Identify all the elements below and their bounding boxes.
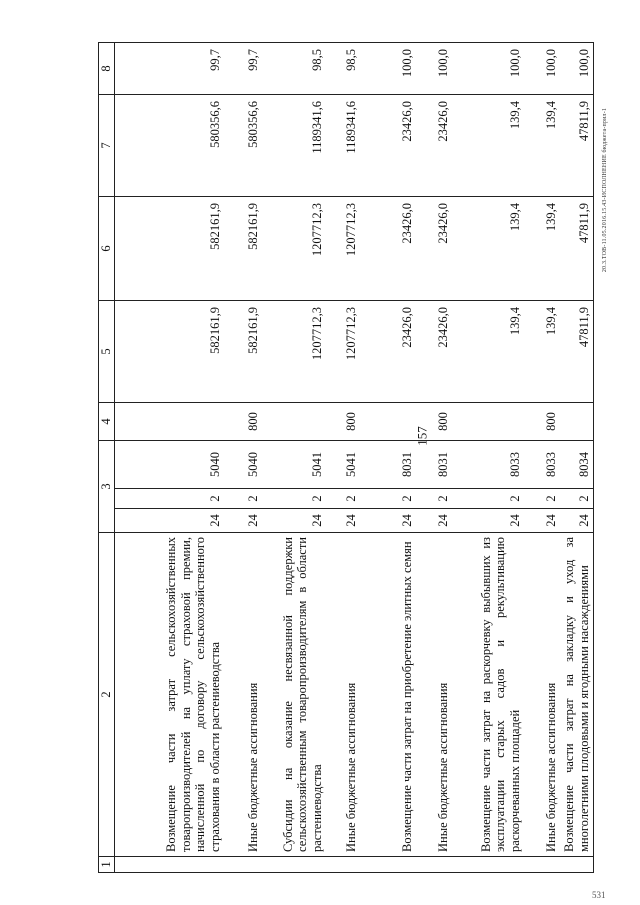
- executed-amount-cell: 1189341,6: [326, 95, 360, 197]
- expense-type-cell: 800: [524, 403, 560, 441]
- item-name-cell: Субсидии на оказание несвязанной поддержки сельскохозяйственным товаропроизводителям в области растениеводства: [262, 533, 326, 857]
- expense-type-cell: [452, 403, 524, 441]
- header-cell: 3: [99, 441, 115, 533]
- side-file-code: 20.3.ТОВ-11.05.2016.15.43-ИСПОЛНЕНИЕ бюджета-прил-1: [602, 107, 608, 273]
- ved-cell: 24: [114, 509, 224, 533]
- section-cell: 2: [262, 489, 326, 509]
- target-code-cell: 5041: [262, 441, 326, 489]
- item-name-cell: Возмещение части затрат на приобретение элитных семян: [360, 533, 416, 857]
- expense-type-cell: [262, 403, 326, 441]
- ved-cell: 24: [416, 509, 452, 533]
- spacer-cell: [416, 857, 452, 873]
- item-name-cell: Иные бюджетные ассигнования: [416, 533, 452, 857]
- target-code-cell: 8034: [560, 441, 594, 489]
- page-number: 157: [414, 426, 430, 446]
- approved-amount-cell: 139,4: [452, 197, 524, 301]
- spacer-cell: [560, 857, 594, 873]
- planned-amount-cell: 47811,9: [560, 301, 594, 403]
- executed-amount-cell: 139,4: [524, 95, 560, 197]
- percent-cell: 98,5: [262, 43, 326, 95]
- item-name-cell: Возмещение части затрат сельскохозяйственных товаропроизводителей на уплату страховой премии, начисленной по договору сельскохозяйственного страхования в области растениеводства: [114, 533, 224, 857]
- section-cell: 2: [524, 489, 560, 509]
- expense-type-cell: 800: [326, 403, 360, 441]
- item-name-cell: Иные бюджетные ассигнования: [524, 533, 560, 857]
- section-cell: 2: [114, 489, 224, 509]
- rotated-table-wrapper: [98, 43, 591, 873]
- expense-type-cell: 800: [416, 403, 452, 441]
- table-row: [452, 43, 524, 873]
- planned-amount-cell: 1207712,3: [326, 301, 360, 403]
- spacer-cell: [360, 857, 416, 873]
- table-row: [416, 43, 452, 873]
- planned-amount-cell: 139,4: [452, 301, 524, 403]
- header-cell: 1: [99, 857, 115, 873]
- approved-amount-cell: 139,4: [524, 197, 560, 301]
- ved-cell: 24: [360, 509, 416, 533]
- percent-cell: 99,7: [114, 43, 224, 95]
- target-code-cell: 8033: [524, 441, 560, 489]
- executed-amount-cell: 139,4: [452, 95, 524, 197]
- header-cell: 8: [99, 43, 115, 95]
- spacer-cell: [262, 857, 326, 873]
- section-cell: 2: [416, 489, 452, 509]
- expense-type-cell: [560, 403, 594, 441]
- ved-cell: 24: [452, 509, 524, 533]
- table-header-row: [99, 43, 115, 873]
- planned-amount-cell: 582161,9: [114, 301, 224, 403]
- item-name-cell: Возмещение части затрат на закладку и уход за многолетними плодовыми и ягодными насаждениями: [560, 533, 594, 857]
- ved-cell: 24: [262, 509, 326, 533]
- spacer-cell: [114, 857, 224, 873]
- ved-cell: 24: [560, 509, 594, 533]
- header-cell: 7: [99, 95, 115, 197]
- percent-cell: 100,0: [360, 43, 416, 95]
- approved-amount-cell: 23426,0: [360, 197, 416, 301]
- target-code-cell: 5040: [224, 441, 262, 489]
- table-row: [360, 43, 416, 873]
- item-name-cell: Иные бюджетные ассигнования: [224, 533, 262, 857]
- target-code-cell: 5040: [114, 441, 224, 489]
- ved-cell: 24: [224, 509, 262, 533]
- ved-cell: 24: [524, 509, 560, 533]
- table-row: [114, 43, 224, 873]
- approved-amount-cell: 47811,9: [560, 197, 594, 301]
- planned-amount-cell: 23426,0: [416, 301, 452, 403]
- executed-amount-cell: 580356,6: [114, 95, 224, 197]
- table-row: [560, 43, 594, 873]
- executed-amount-cell: 23426,0: [360, 95, 416, 197]
- approved-amount-cell: 23426,0: [416, 197, 452, 301]
- planned-amount-cell: 582161,9: [224, 301, 262, 403]
- planned-amount-cell: 1207712,3: [262, 301, 326, 403]
- percent-cell: 100,0: [560, 43, 594, 95]
- table-row: [524, 43, 560, 873]
- planned-amount-cell: 23426,0: [360, 301, 416, 403]
- spacer-cell: [524, 857, 560, 873]
- percent-cell: 100,0: [524, 43, 560, 95]
- percent-cell: 98,5: [326, 43, 360, 95]
- budget-table: [98, 42, 594, 873]
- expense-type-cell: [114, 403, 224, 441]
- planned-amount-cell: 139,4: [524, 301, 560, 403]
- section-cell: 2: [560, 489, 594, 509]
- executed-amount-cell: 47811,9: [560, 95, 594, 197]
- header-cell: 4: [99, 403, 115, 441]
- target-code-cell: 5041: [326, 441, 360, 489]
- approved-amount-cell: 1207712,3: [262, 197, 326, 301]
- approved-amount-cell: 582161,9: [114, 197, 224, 301]
- section-cell: 2: [360, 489, 416, 509]
- item-name-cell: Иные бюджетные ассигнования: [326, 533, 360, 857]
- spacer-cell: [224, 857, 262, 873]
- target-code-cell: 8031: [360, 441, 416, 489]
- header-cell: 2: [99, 533, 115, 857]
- executed-amount-cell: 580356,6: [224, 95, 262, 197]
- section-cell: 2: [326, 489, 360, 509]
- section-cell: 2: [452, 489, 524, 509]
- table-row: [224, 43, 262, 873]
- executed-amount-cell: 23426,0: [416, 95, 452, 197]
- expense-type-cell: [360, 403, 416, 441]
- ved-cell: 24: [326, 509, 360, 533]
- header-cell: 5: [99, 301, 115, 403]
- header-cell: 6: [99, 197, 115, 301]
- table-row: [326, 43, 360, 873]
- percent-cell: 99,7: [224, 43, 262, 95]
- spacer-cell: [452, 857, 524, 873]
- spacer-cell: [326, 857, 360, 873]
- table-row: [262, 43, 326, 873]
- item-name-cell: Возмещение части затрат на раскорчевку выбывших из эксплуатации старых садов и рекультивацию раскорчеванных площадей: [452, 533, 524, 857]
- approved-amount-cell: 582161,9: [224, 197, 262, 301]
- percent-cell: 100,0: [416, 43, 452, 95]
- percent-cell: 100,0: [452, 43, 524, 95]
- target-code-cell: 8031: [416, 441, 452, 489]
- approved-amount-cell: 1207712,3: [326, 197, 360, 301]
- section-cell: 2: [224, 489, 262, 509]
- footer-mark: 531: [592, 890, 606, 900]
- executed-amount-cell: 1189341,6: [262, 95, 326, 197]
- expense-type-cell: 800: [224, 403, 262, 441]
- target-code-cell: 8033: [452, 441, 524, 489]
